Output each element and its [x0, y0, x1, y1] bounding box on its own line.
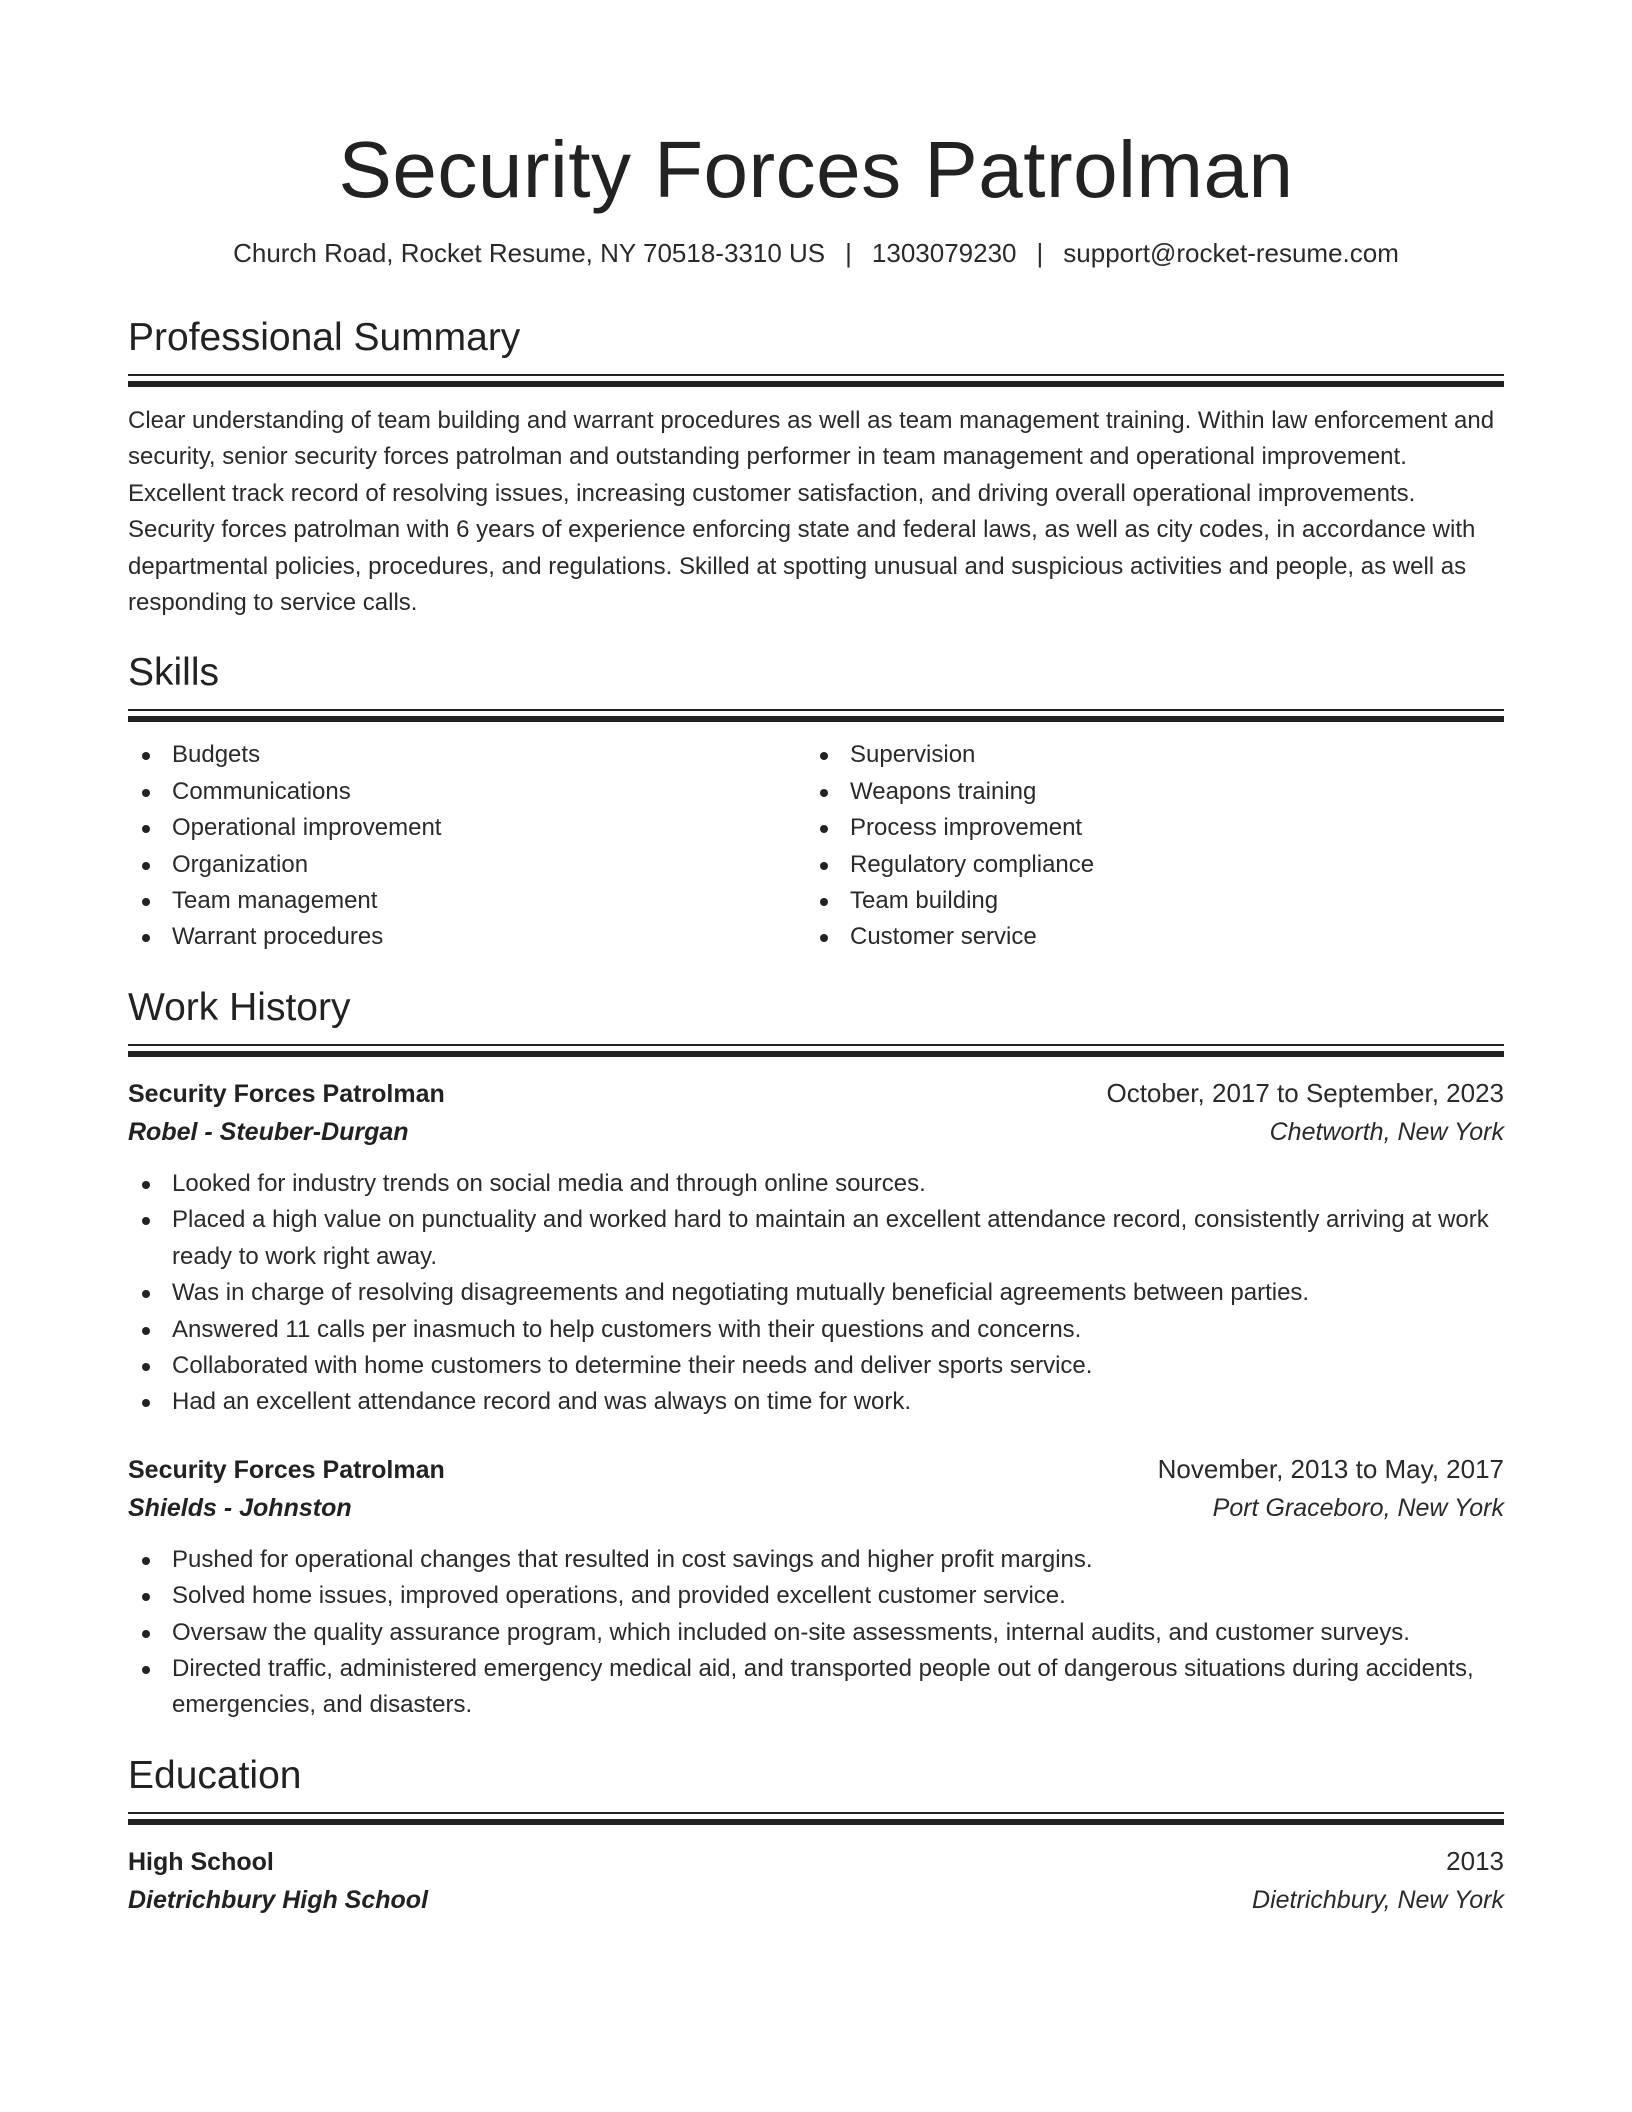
- job-title: Security Forces Patrolman: [128, 1455, 445, 1484]
- skill-item: Budgets: [128, 737, 806, 773]
- job-subheader: [128, 1489, 1504, 1527]
- education-subheader: [128, 1881, 1504, 1919]
- job-location: Chetworth, New York: [1269, 1117, 1504, 1146]
- school-name: Dietrichbury High School: [128, 1885, 429, 1914]
- resume-page: [128, 0, 1504, 1919]
- duty-item: Pushed for operational changes that resulted in cost savings and higher profit margins.: [128, 1542, 1504, 1578]
- degree-name: High School: [128, 1847, 274, 1876]
- summary-heading: Professional Summary: [128, 316, 521, 359]
- skills-right-list: [806, 737, 1484, 955]
- duty-item: Directed traffic, administered emergency medical aid, and transported people out of dangerous situations during accidents, emergencies, and disasters.: [128, 1651, 1504, 1724]
- summary-section: [128, 314, 1504, 621]
- contact-separator: |: [1036, 238, 1044, 268]
- school-location: Dietrichbury, New York: [1252, 1885, 1504, 1914]
- skill-item: Supervision: [806, 737, 1484, 773]
- duty-item: Was in charge of resolving disagreements and negotiating mutually beneficial agreements between parties.: [128, 1275, 1504, 1311]
- duty-item: Answered 11 calls per inasmuch to help customers with their questions and concerns.: [128, 1312, 1504, 1348]
- education-entry: [128, 1842, 1504, 1919]
- skills-left-list: [128, 737, 806, 955]
- section-divider: [128, 709, 1504, 721]
- education-section: [128, 1752, 1504, 1919]
- address-text: Church Road, Rocket Resume, NY 70518-3310 US: [233, 238, 826, 268]
- duty-item: Had an excellent attendance record and was always on time for work.: [128, 1384, 1504, 1420]
- skill-item: Organization: [128, 847, 806, 883]
- skill-item: Process improvement: [806, 810, 1484, 846]
- job-dates: November, 2013 to May, 2017: [1157, 1453, 1504, 1484]
- job-header: [128, 1074, 1504, 1113]
- graduation-year: 2013: [1446, 1845, 1504, 1876]
- duty-item: Oversaw the quality assurance program, which included on-site assessments, internal audits, and customer surveys.: [128, 1615, 1504, 1651]
- summary-text: Clear understanding of team building and warrant procedures as well as team management training. Within law enforcement and security, senior security forces patrolman and outstanding performer in team management and operational improvement. Excellent track record of resolving issues, increasing customer satisfaction, and driving overall operational improvements. Security forces patrolman with 6 years of experience enforcing state and federal laws, as well as city codes, in accordance with departmental policies, procedures, and regulations. Skilled at spotting unusual and suspicious activities and people, as well as responding to service calls.: [128, 407, 1495, 617]
- job-duties-list: [128, 1542, 1504, 1724]
- education-heading: Education: [128, 1753, 302, 1797]
- duty-item: Placed a high value on punctuality and worked hard to maintain an excellent attendance record, consistently arriving at work ready to work right away.: [128, 1202, 1504, 1275]
- company-name: Robel - Steuber-Durgan: [128, 1117, 409, 1146]
- job-header: [128, 1450, 1504, 1489]
- duty-item: Looked for industry trends on social media and through online sources.: [128, 1166, 1504, 1202]
- skill-item: Team building: [806, 883, 1484, 919]
- skill-item: Weapons training: [806, 774, 1484, 810]
- job-duties-list: [128, 1166, 1504, 1421]
- job-entry: [128, 1450, 1504, 1724]
- skills-columns: [128, 737, 1504, 955]
- job-location: Port Graceboro, New York: [1212, 1493, 1504, 1522]
- skills-heading: Skills: [128, 651, 220, 695]
- job-dates: October, 2017 to September, 2023: [1106, 1077, 1504, 1108]
- skill-item: Team management: [128, 883, 806, 919]
- job-title: Security Forces Patrolman: [128, 1079, 445, 1108]
- email-link[interactable]: support@rocket-resume.com: [1063, 238, 1399, 268]
- duty-item: Solved home issues, improved operations, and provided excellent customer service.: [128, 1578, 1504, 1614]
- skill-item: Communications: [128, 774, 806, 810]
- duty-item: Collaborated with home customers to determine their needs and deliver sports service.: [128, 1348, 1504, 1384]
- company-name: Shields - Johnston: [128, 1493, 352, 1522]
- skill-item: Warrant procedures: [128, 919, 806, 955]
- skill-item: Regulatory compliance: [806, 847, 1484, 883]
- work-history-section: [128, 984, 1504, 1724]
- section-divider: [128, 374, 1504, 386]
- skills-section: [128, 649, 1504, 955]
- education-header: [128, 1842, 1504, 1881]
- resume-name: Security Forces Patrolman: [338, 125, 1294, 214]
- section-divider: [128, 1812, 1504, 1824]
- skill-item: Customer service: [806, 919, 1484, 955]
- work-history-heading: Work History: [128, 985, 351, 1029]
- phone-text: 1303079230: [871, 238, 1017, 268]
- contact-line: [128, 236, 1504, 270]
- job-subheader: [128, 1113, 1504, 1151]
- section-divider: [128, 1044, 1504, 1056]
- job-entry: [128, 1074, 1504, 1421]
- contact-separator: |: [845, 238, 852, 268]
- skill-item: Operational improvement: [128, 810, 806, 846]
